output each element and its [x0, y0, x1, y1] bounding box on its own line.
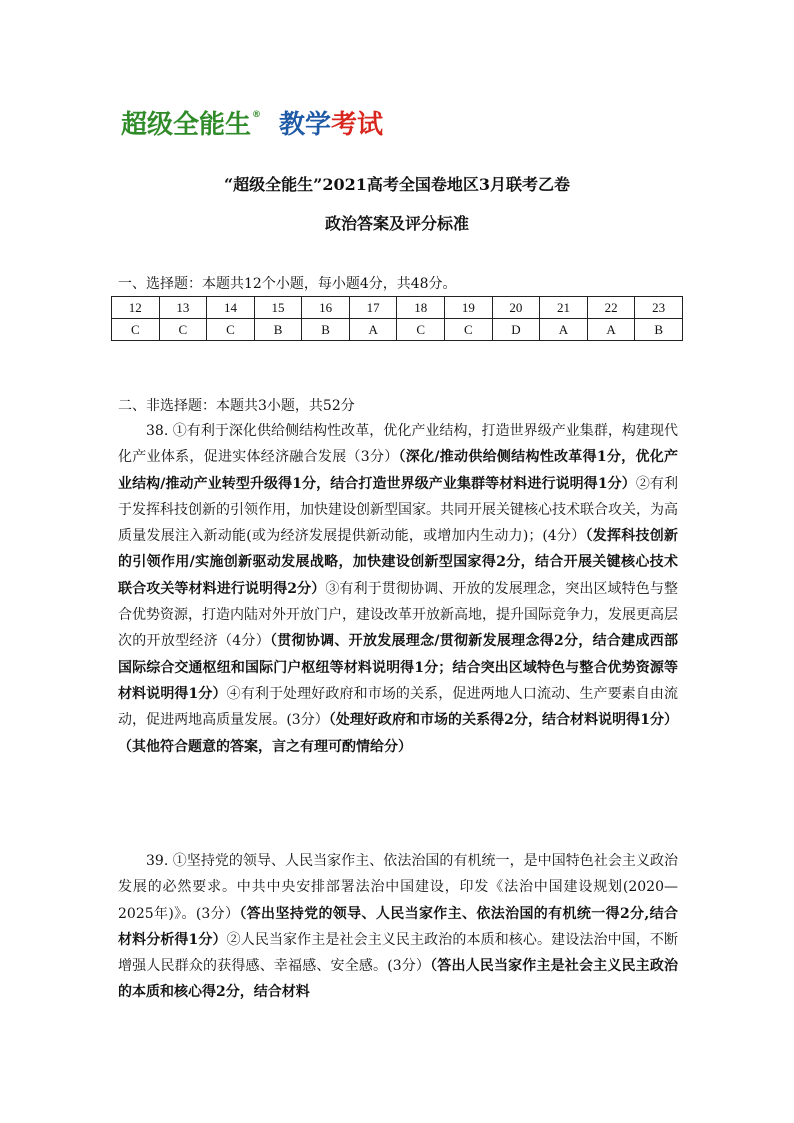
question-number-cell: 16	[302, 297, 350, 319]
q38-scoring-note: （处理好政府和市场的关系得2分，结合材料说明得1分）（其他符合题意的答案，言之有理可酌情给分）	[118, 712, 678, 755]
q38-text: 38. ①有利于深化供给侧结构性改革，优化产业结构，打造世界级产业集群，构建现代化产业体系，促进实体经济融合发展（3分）	[118, 423, 678, 466]
question-38-answer	[118, 418, 678, 760]
question-number-cell: 13	[159, 297, 207, 319]
q39-text: ②人民当家作主是社会主义民主政治的本质和核心。建设法治中国，不断增强人民群众的获得感、幸福感、安全感。(3分）	[118, 931, 679, 975]
answer-cell: A	[540, 319, 588, 341]
answer-cell: B	[302, 319, 350, 341]
section2-heading: 二、非选择题：本题共3小题，共52分	[118, 398, 355, 414]
answer-cell: C	[112, 319, 160, 341]
question-number-cell: 18	[397, 297, 445, 319]
q39-scoring-note: （答出人民当家作主是社会主义民主政治的本质和核心得2分，结合材料	[118, 958, 678, 1001]
q38-scoring-note: （深化/推动供给侧结构性改革得1分，优化产业结构/推动产业转型升级得1分，结合打造世界级产业集群等材料进行说明得1分）	[118, 449, 679, 492]
question-number-cell: 23	[635, 297, 683, 319]
answer-cell: B	[254, 319, 302, 341]
answer-cell: C	[445, 319, 493, 341]
question-number-cell: 17	[349, 297, 397, 319]
q38-scoring-note: （发挥科技创新的引领作用/实施创新驱动发展战略，加快建设创新型国家得2分，结合开展关键核心技术联合攻关等材料进行说明得2分）	[118, 528, 679, 597]
question-number-cell: 14	[207, 297, 255, 319]
answer-cell: D	[492, 319, 540, 341]
answer-table	[111, 296, 683, 341]
question-number-cell: 15	[254, 297, 302, 319]
answer-cell: A	[587, 319, 635, 341]
question-number-cell: 19	[445, 297, 493, 319]
answer-cell: C	[159, 319, 207, 341]
answer-table-number-row	[112, 297, 683, 319]
question-number-cell: 22	[587, 297, 635, 319]
logo-tagline-jiaoxue: 教学	[279, 110, 332, 140]
answer-cell: A	[349, 319, 397, 341]
q38-text: ④有利于处理好政府和市场的关系，促进两地人口流动、生产要素自由流动，促进两地高质量发展。(3分）	[118, 685, 679, 729]
q38-text: ③有利于贯彻协调、开放的发展理念，突出区域特色与整合优势资源，打造内陆对外开放门户，建设改革开放新高地，提升国际竞争力，发展更高层次的开放型经济（4分）	[118, 580, 678, 650]
answer-cell: C	[207, 319, 255, 341]
answer-cell: B	[635, 319, 683, 341]
logo-brand: 超级全能生	[121, 110, 252, 140]
logo	[121, 108, 383, 144]
q38-scoring-note: （贯彻协调、开放发展理念/贯彻新发展理念得2分，结合建成西部国际综合交通枢纽和国际门户枢纽等材料说明得1分；结合突出区域特色与整合优势资源等材料说明得1分）	[118, 633, 678, 702]
document-subtitle: 政治答案及评分标准	[324, 214, 469, 233]
q39-text: 39. ①坚持党的领导、人民当家作主、依法治国的有机统一，是中国特色社会主义政治发展的必然要求。中共中央安排部署法治中国建设，印发《法治中国建设规划(2020—2025年)》。(3分）	[118, 853, 678, 922]
question-number-cell: 20	[492, 297, 540, 319]
q38-text: ②有利于发挥科技创新的引领作用，加快建设创新型国家。共同开展关键核心技术联合攻关，为高质量发展注入新动能(或为经济发展提供新动能，或增加内生动力)；(4分）	[118, 475, 679, 545]
section1-heading: 一、选择题：本题共12个小题，每小题4分，共48分。	[118, 276, 457, 292]
document-title: “超级全能生”2021高考全国卷地区3月联考乙卷	[223, 175, 571, 194]
question-number-cell: 12	[112, 297, 160, 319]
logo-tagline-kaoshi: 考试	[331, 110, 384, 140]
question-39-answer	[118, 848, 678, 1006]
answer-cell: C	[397, 319, 445, 341]
logo-registered-mark: ®	[252, 110, 262, 120]
q39-scoring-note: （答出坚持党的领导、人民当家作主、依法治国的有机统一得2分,结合材料分析得1分）	[118, 905, 678, 948]
question-number-cell: 21	[540, 297, 588, 319]
answer-table-answer-row	[112, 319, 683, 341]
